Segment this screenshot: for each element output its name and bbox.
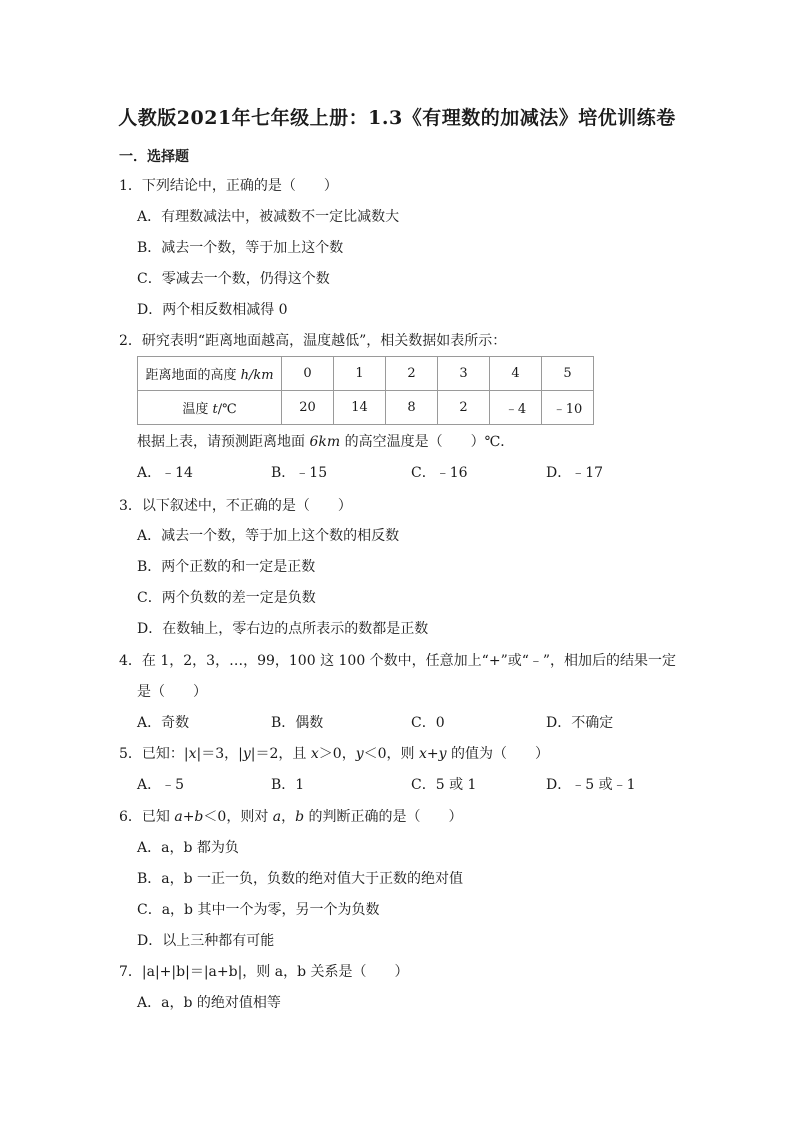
question-3-option-a: A．减去一个数，等于加上这个数的相反数 (137, 528, 400, 544)
question-5-option-b: B．1 (271, 777, 305, 793)
question-7-option-a: A．a，b 的绝对值相等 (137, 995, 281, 1011)
question-6-stem (119, 808, 463, 826)
question-6-option-b: B．a，b 一正一负，负数的绝对值大于正数的绝对值 (137, 871, 464, 887)
question-2-stem: 2．研究表明“距离地面越高，温度越低”，相关数据如表所示： (119, 333, 507, 349)
question-4-stem: 4．在 1，2，3，…，99，100 这 100 个数中，任意加上“+”或“﹣”，相加后的结果一定 (119, 653, 677, 669)
table-cell: ﹣10 (542, 391, 594, 425)
question-6-var-sum: a+b (174, 809, 204, 825)
section-heading: 一．选择题 (119, 149, 189, 165)
question-2-option-a: A．﹣14 (137, 465, 193, 481)
table-cell: 2 (386, 357, 438, 391)
question-4-option-c: C．0 (411, 715, 445, 731)
table-header-temperature-var: t (212, 402, 218, 417)
question-2-followup-var: 6km (309, 434, 341, 450)
table-header-temperature-unit: /℃ (217, 402, 237, 417)
question-5-var-y: y (242, 746, 251, 762)
question-5-stem-part: ＞0， (318, 746, 356, 762)
table-cell: 3 (438, 357, 490, 391)
table-cell: 14 (334, 391, 386, 425)
question-6-var-b: b (295, 809, 305, 825)
table-cell: 2 (438, 391, 490, 425)
question-4-option-d: D．不确定 (546, 715, 614, 731)
question-1-stem: 1．下列结论中，正确的是（ ） (119, 178, 338, 194)
table-header-altitude-unit: h/km (240, 368, 274, 383)
question-5-stem-part: ＜0，则 (363, 746, 419, 762)
question-5-option-a: A．﹣5 (137, 777, 185, 793)
table-cell: 20 (282, 391, 334, 425)
table-row-temperature (138, 391, 594, 425)
question-6-stem-part: 6．已知 (119, 809, 175, 825)
table-header-temperature-text: 温度 (182, 402, 209, 417)
question-7-stem: 7．|a|+|b|＝|a+b|，则 a，b 关系是（ ） (119, 964, 409, 980)
altitude-temperature-table (137, 356, 594, 425)
question-5-stem-part: |＝3，| (196, 746, 243, 762)
question-2-followup (137, 433, 514, 451)
question-6-option-d: D．以上三种都有可能 (137, 933, 275, 949)
question-5-var-x: x (310, 746, 319, 762)
question-6-stem-part: 的判断正确的是（ ） (304, 809, 463, 825)
table-cell: 4 (490, 357, 542, 391)
question-5-var-y: y (355, 746, 364, 762)
question-5-var-x: x (188, 746, 197, 762)
question-5-option-c: C．5 或 1 (411, 777, 477, 793)
question-2-followup-post: 的高空温度是（ ）℃． (344, 434, 515, 450)
question-6-option-c: C．a，b 其中一个为零，另一个为负数 (137, 902, 380, 918)
table-header-altitude-text: 距离地面的高度 (145, 368, 237, 383)
question-1-option-c: C．零减去一个数，仍得这个数 (137, 271, 330, 287)
question-1-option-d: D．两个相反数相减得 0 (137, 302, 288, 318)
question-5-option-d: D．﹣5 或﹣1 (546, 777, 636, 793)
question-6-var-a: a (272, 809, 282, 825)
table-row-altitude (138, 357, 594, 391)
question-1-option-b: B．减去一个数，等于加上这个数 (137, 240, 344, 256)
table-header-altitude (138, 357, 282, 391)
question-3-option-b: B．两个正数的和一定是正数 (137, 559, 316, 575)
question-5-stem-part: 5．已知：| (119, 746, 189, 762)
table-cell: 0 (282, 357, 334, 391)
question-4-stem-continued: 是（ ） (137, 684, 207, 700)
question-4-option-b: B．偶数 (271, 715, 324, 731)
question-2-option-b: B．﹣15 (271, 465, 328, 481)
table-header-temperature (138, 391, 282, 425)
question-3-stem: 3．以下叙述中，不正确的是（ ） (119, 498, 352, 514)
question-3-option-c: C．两个负数的差一定是负数 (137, 590, 316, 606)
question-6-stem-part: ＜0，则对 (203, 809, 273, 825)
document-title: 人教版2021年七年级上册：1.3《有理数的加减法》培优训练卷 (118, 107, 676, 129)
question-2-option-d: D．﹣17 (546, 465, 604, 481)
question-5-stem (119, 745, 549, 763)
question-5-var-sum: x+y (418, 746, 447, 762)
question-1-option-a: A．有理数减法中，被减数不一定比减数大 (137, 209, 400, 225)
table-cell: 8 (386, 391, 438, 425)
question-2-followup-pre: 根据上表，请预测距离地面 (137, 434, 305, 450)
table-cell: ﹣4 (490, 391, 542, 425)
table-cell: 5 (542, 357, 594, 391)
table-cell: 1 (334, 357, 386, 391)
question-2-option-c: C．﹣16 (411, 465, 468, 481)
question-6-stem-part: ， (281, 809, 296, 825)
question-6-option-a: A．a，b 都为负 (137, 840, 239, 856)
question-5-stem-part: 的值为（ ） (446, 746, 549, 762)
question-3-option-d: D．在数轴上，零右边的点所表示的数都是正数 (137, 621, 429, 637)
question-4-option-a: A．奇数 (137, 715, 190, 731)
question-5-stem-part: |＝2，且 (250, 746, 311, 762)
